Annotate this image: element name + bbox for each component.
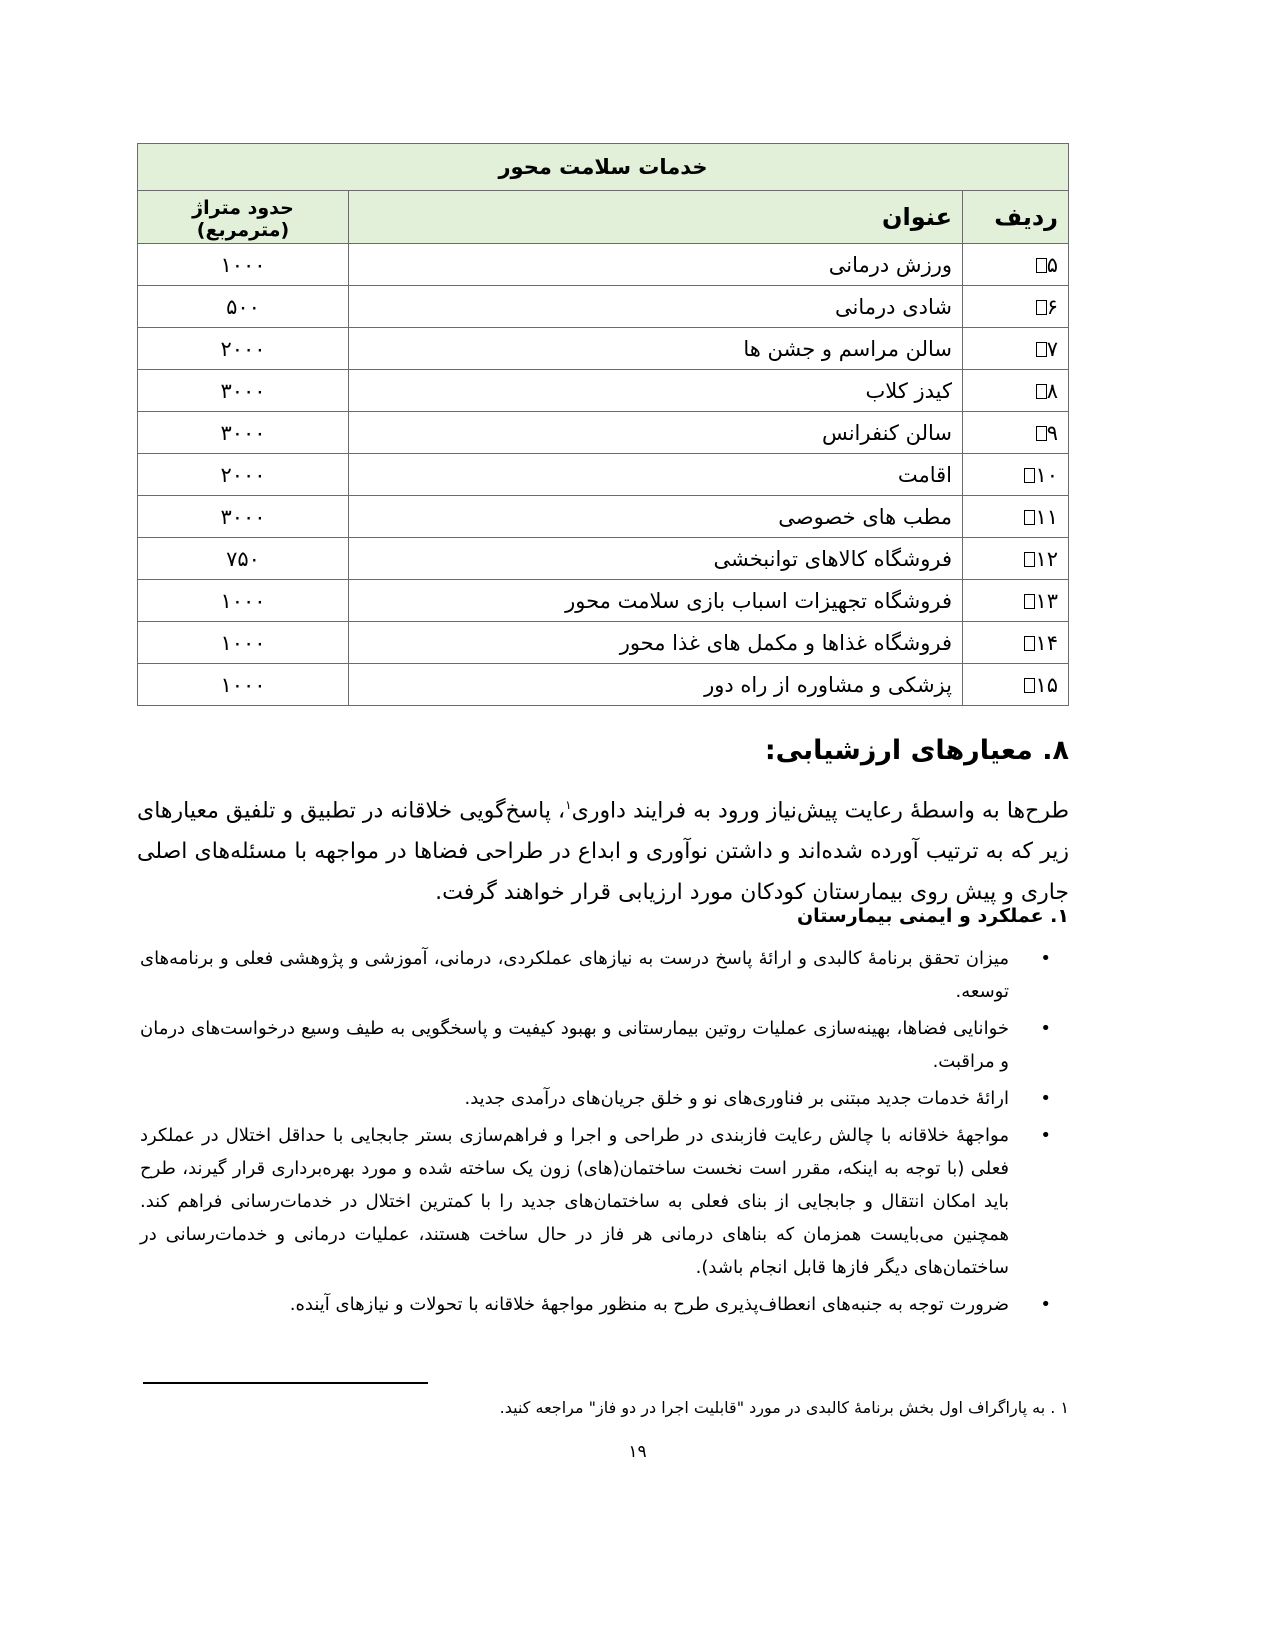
row-title: کیدز کلاب [349,370,963,412]
paragraph-text-end: ، پاسخ‌گویی خلاقانه در تطبیق و تلفیق معیارهای زیر که به ترتیب آورده شده‌اند و داشتن نوآوری و ابداع در طراحی فضاها در مواجهه با مسئله‌های اصلی جاری و پیش روی بیمارستان کودکان مورد ارزیابی قرار خواهند گرفت. [137,798,1069,906]
row-area: ۷۵۰ [138,538,349,580]
checkbox-glyph-icon [1036,426,1047,441]
header-title: عنوان [349,191,963,244]
row-area: ۳۰۰۰ [138,370,349,412]
row-number-text: ۱۲ [1035,546,1058,571]
section-title: ۸. معیارهای ارزشیابی: [764,735,1069,766]
list-item [140,1119,1069,1284]
table-header-row [138,191,1069,244]
row-area: ۲۰۰۰ [138,328,349,370]
row-title: اقامت [349,454,963,496]
criteria-list [140,942,1069,1325]
section-paragraph [137,785,1069,913]
health-services-table [137,143,1069,706]
checkbox-glyph-icon [1024,468,1035,483]
row-area: ۳۰۰۰ [138,496,349,538]
row-title: ورزش درمانی [349,244,963,286]
list-item-text: میزان تحقق برنامهٔ کالبدی و ارائهٔ پاسخ درست به نیازهای عملکردی، درمانی، آموزشی و پژوهشی فعلی و برنامه‌های توسعه. [140,948,1009,1002]
row-title: پزشکی و مشاوره از راه دور [349,664,963,706]
row-number-text: ۱۵ [1035,672,1058,697]
bullet-icon: • [1040,1294,1051,1315]
table-row [138,622,1069,664]
row-title: فروشگاه تجهیزات اسباب بازی سلامت محور [349,580,963,622]
row-area: ۱۰۰۰ [138,244,349,286]
row-area: ۱۰۰۰ [138,664,349,706]
table-title: خدمات سلامت محور [138,144,1069,191]
row-title: سالن کنفرانس [349,412,963,454]
row-number-text: ۸ [1046,378,1058,403]
row-number-text: ۷ [1046,336,1058,361]
row-number [963,454,1069,496]
row-number [963,328,1069,370]
paragraph-text-start: طرح‌ها به واسطهٔ رعایت پیش‌نیاز ورود به فرایند داوری [571,798,1069,824]
table-row [138,244,1069,286]
page-number: ۱۹ [628,1442,647,1462]
row-number-text: ۱۳ [1035,588,1058,613]
row-area: ۲۰۰۰ [138,454,349,496]
row-number-text: ۱۴ [1035,630,1058,655]
header-area: حدود متراژ (مترمربع) [138,191,349,244]
row-number [963,286,1069,328]
row-area: ۱۰۰۰ [138,622,349,664]
row-area: ۱۰۰۰ [138,580,349,622]
checkbox-glyph-icon [1024,636,1035,651]
list-item-text: ضرورت توجه به جنبه‌های انعطاف‌پذیری طرح به منظور مواجههٔ خلاقانه با تحولات و نیازهای آینده. [289,1294,1009,1315]
row-area: ۳۰۰۰ [138,412,349,454]
row-number-text: ۱۱ [1035,504,1058,529]
checkbox-glyph-icon [1024,594,1035,609]
row-number [963,370,1069,412]
checkbox-glyph-icon [1036,342,1047,357]
list-item-text: ارائهٔ خدمات جدید مبتنی بر فناوری‌های نو و خلق جریان‌های درآمدی جدید. [464,1088,1009,1109]
table-row [138,496,1069,538]
table-body [138,244,1069,706]
list-item [140,1012,1069,1078]
row-area: ۵۰۰ [138,286,349,328]
checkbox-glyph-icon [1036,300,1047,315]
table-row [138,538,1069,580]
row-number-text: ۱۰ [1035,462,1058,487]
row-title: فروشگاه غذاها و مکمل های غذا محور [349,622,963,664]
row-number [963,622,1069,664]
table-row [138,412,1069,454]
table-row [138,580,1069,622]
table-row [138,664,1069,706]
row-title: فروشگاه کالاهای توانبخشی [349,538,963,580]
row-number-text: ۹ [1046,420,1058,445]
bullet-icon: • [1040,1088,1051,1109]
list-item-text: خوانایی فضاها، بهینه‌سازی عملیات روتین بیمارستانی و بهبود کیفیت و پاسخگویی به طیف وسیع درخواست‌های درمان و مراقبت. [140,1018,1009,1072]
list-item [140,1082,1069,1115]
row-title: مطب های خصوصی [349,496,963,538]
list-item [140,942,1069,1008]
checkbox-glyph-icon [1036,384,1047,399]
row-number [963,580,1069,622]
row-number [963,496,1069,538]
table-row [138,286,1069,328]
row-title: سالن مراسم و جشن ها [349,328,963,370]
footnote: ۱ . به پاراگراف اول بخش برنامهٔ کالبدی در مورد "قابلیت اجرا در دو فاز" مراجعه کنید. [499,1398,1069,1417]
table-row [138,370,1069,412]
checkbox-glyph-icon [1024,678,1035,693]
table-row [138,454,1069,496]
row-number [963,412,1069,454]
table-row [138,328,1069,370]
list-item-text: مواجههٔ خلاقانه با چالش رعایت فازبندی در طراحی و اجرا و فراهم‌سازی بستر جابجایی با حداقل اختلال در عملکرد فعلی (با توجه به اینکه، مقرر است نخست ساختمان(های) زون یک ساخته شده و مورد بهره‌برداری قرار گیرند، طرح باید امکان انتقال و جابجایی از بنای فعلی به ساختمان‌های جدید را با کمترین اختلال در خدمات‌رسانی فراهم کند. همچنین می‌بایست همزمان که بناهای درمانی هر فاز در حال ساخت هستند، عملیات درمانی و خدمات‌رسانی در ساختمان‌های دیگر فازها قابل انجام باشد). [140,1125,1009,1278]
row-title: شادی درمانی [349,286,963,328]
bullet-icon: • [1040,948,1051,969]
header-row-number: ردیف [963,191,1069,244]
row-number-text: ۵ [1046,252,1058,277]
list-item [140,1288,1069,1321]
row-number [963,664,1069,706]
footnote-separator [143,1382,428,1384]
table-title-row [138,144,1069,191]
checkbox-glyph-icon [1036,258,1047,273]
checkbox-glyph-icon [1024,510,1035,525]
footnote-reference[interactable]: ۱ [565,798,572,812]
subsection-title: ۱. عملکرد و ایمنی بیمارستان [796,905,1069,927]
bullet-icon: • [1040,1018,1051,1039]
row-number [963,538,1069,580]
row-number-text: ۶ [1046,294,1058,319]
row-number [963,244,1069,286]
bullet-icon: • [1040,1125,1051,1146]
checkbox-glyph-icon [1024,552,1035,567]
